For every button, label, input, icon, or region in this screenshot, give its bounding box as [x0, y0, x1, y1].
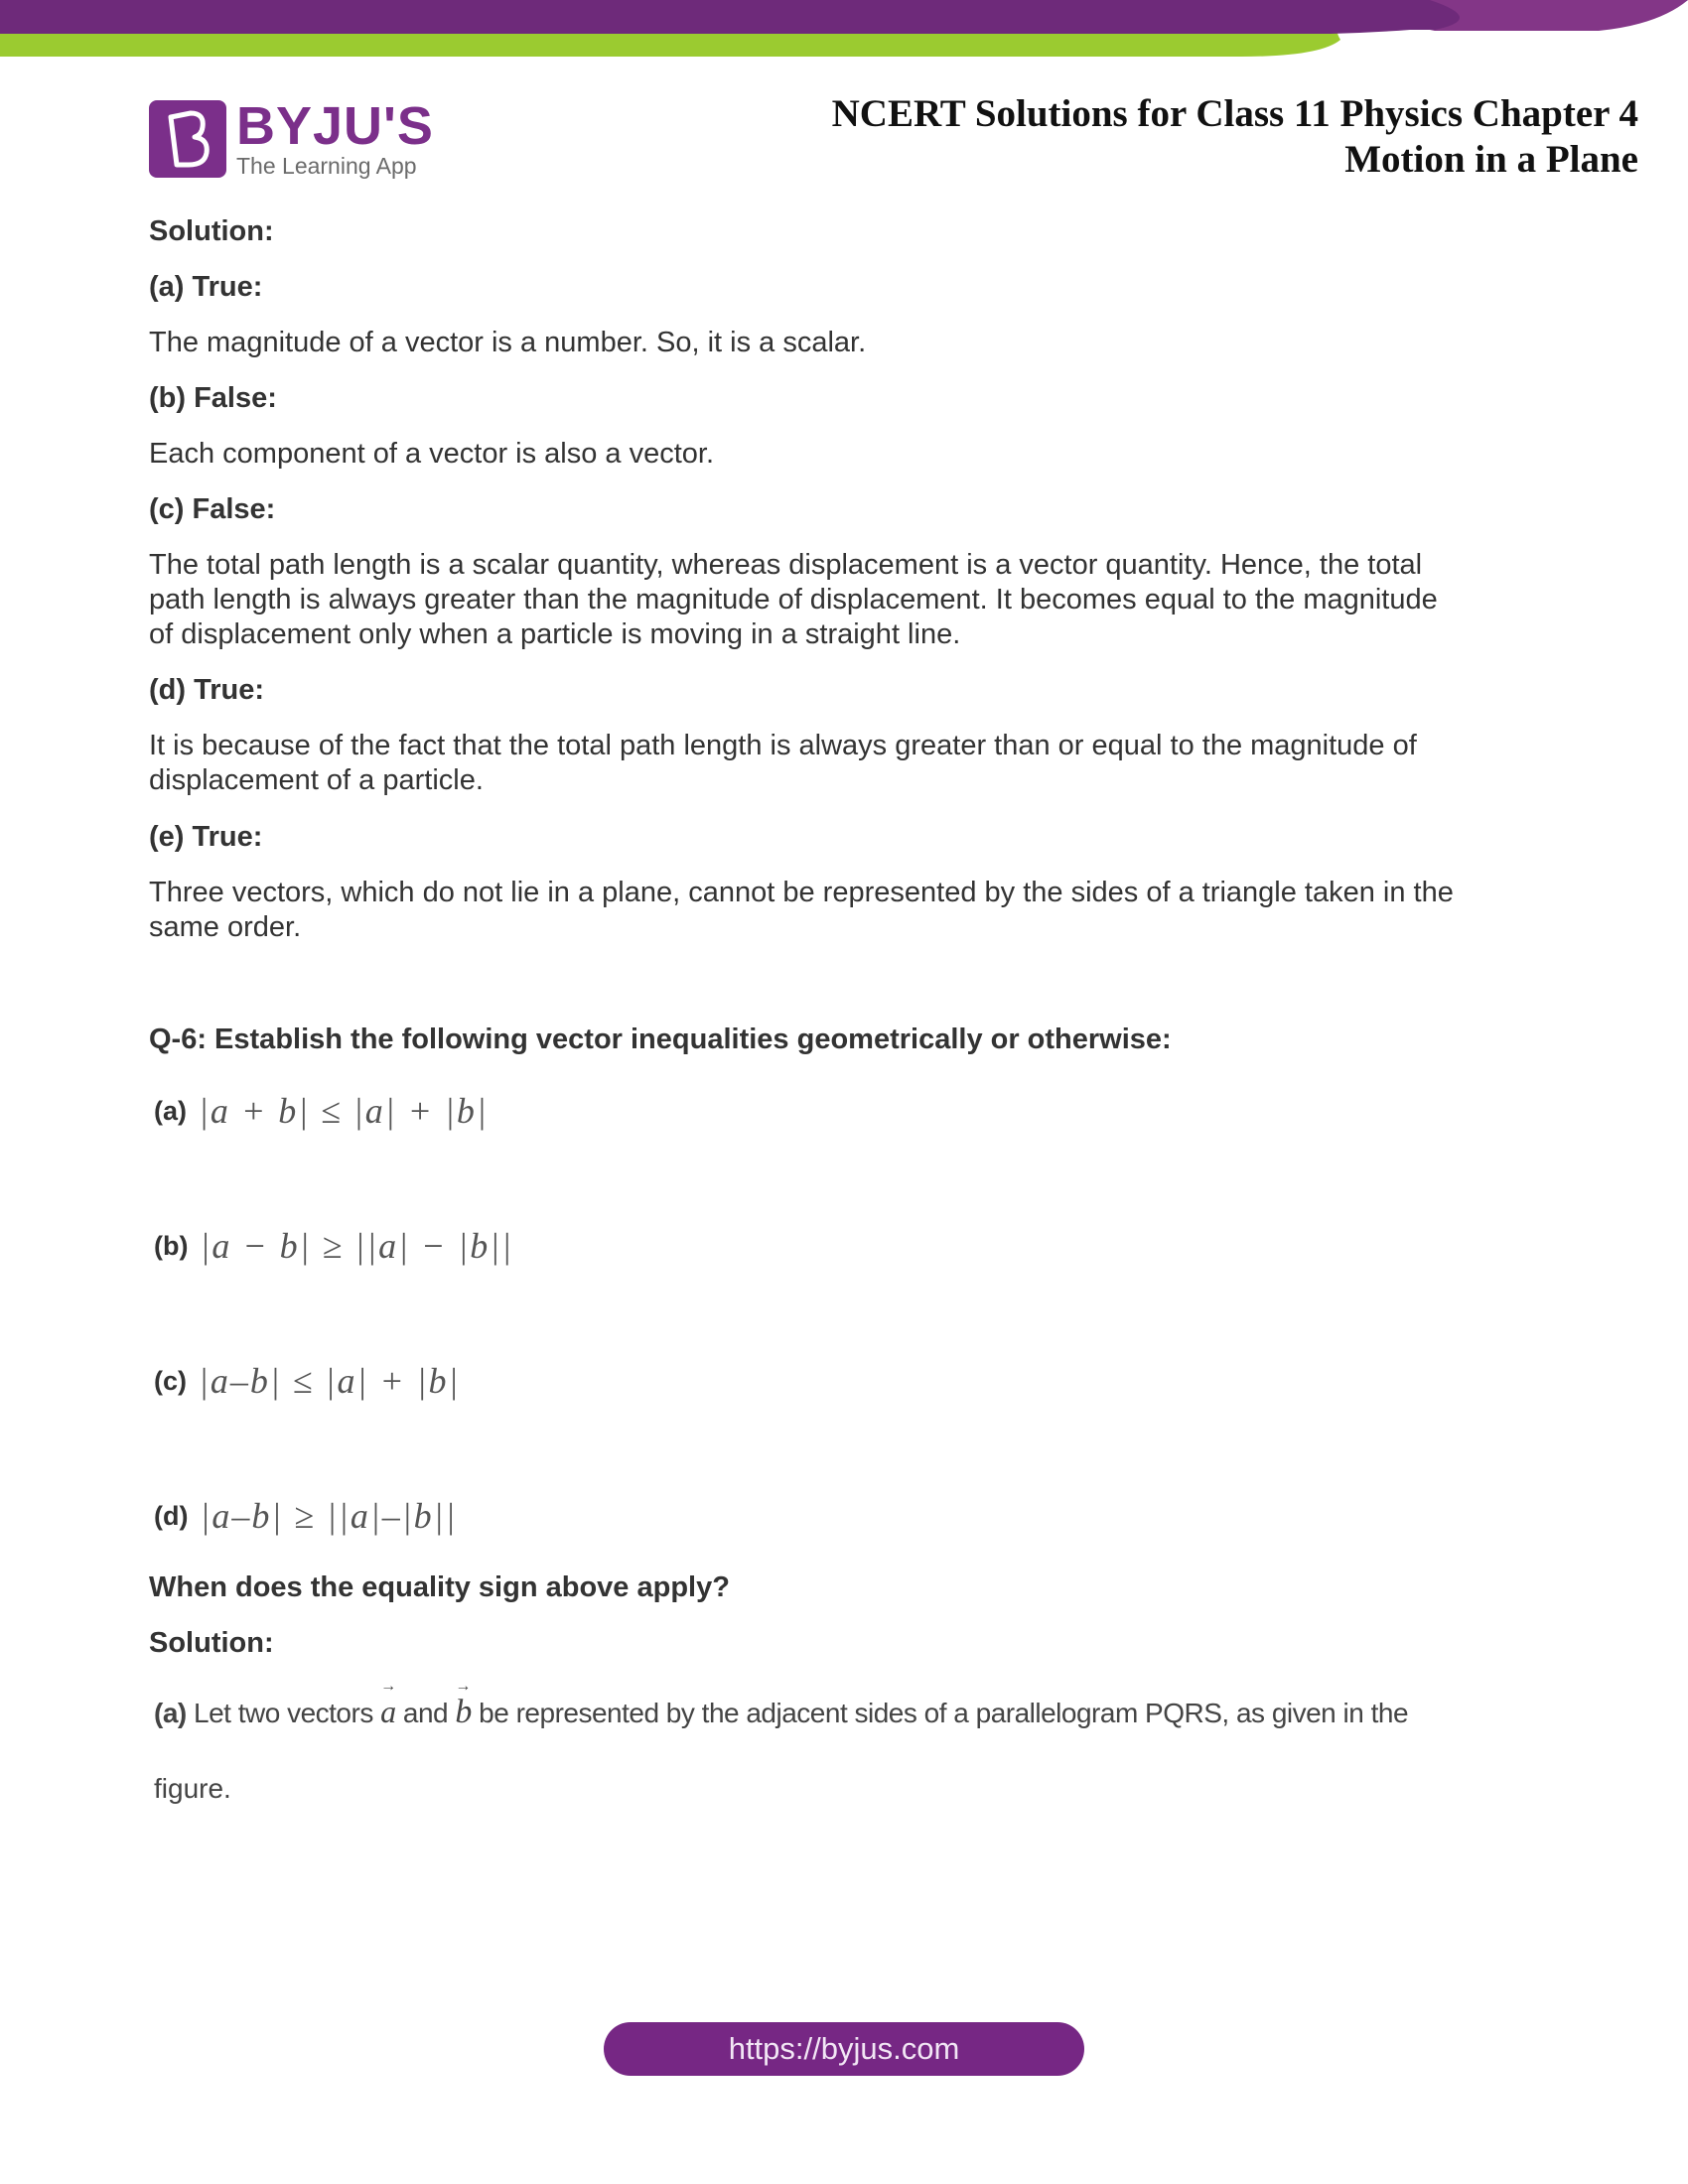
- vector-b-symbol: → b: [455, 1694, 472, 1731]
- equality-followup: When does the equality sign above apply?: [149, 1571, 730, 1603]
- inequality-b: [154, 1225, 513, 1267]
- part-c-line-1: The total path length is a scalar quantity, whereas displacement is a vector quantity. Hence, the total: [149, 549, 1423, 581]
- brand-tagline: The Learning App: [236, 153, 417, 179]
- part-e-label: (e) True:: [149, 821, 263, 853]
- q6-solution-a-line-2: figure.: [154, 1773, 231, 1804]
- q6-solution-a-label: (a): [154, 1698, 187, 1728]
- part-e-line-2: same order.: [149, 911, 302, 943]
- part-e-line-1: Three vectors, which do not lie in a plane, cannot be represented by the sides of a triangle taken in the: [149, 877, 1454, 908]
- part-c-line-3: of displacement only when a particle is moving in a straight line.: [149, 618, 961, 650]
- part-b-label: (b) False:: [149, 382, 277, 414]
- part-a-text: The magnitude of a vector is a number. So, it is a scalar.: [149, 327, 867, 358]
- title-line-2: Motion in a Plane: [1344, 138, 1638, 181]
- q6-solution-a-mid: and: [402, 1698, 449, 1728]
- byjus-b-logo-icon: [149, 100, 226, 178]
- part-e-text: [149, 876, 1454, 945]
- inequality-b-expr: |a − b| ≥ ||a| − |b||: [200, 1226, 513, 1266]
- part-a-label: (a) True:: [149, 271, 263, 303]
- inequality-c: [154, 1360, 460, 1402]
- purple-band-accent: [1430, 0, 1688, 31]
- inequality-c-label: (c): [154, 1365, 187, 1396]
- part-c-label: (c) False:: [149, 493, 276, 525]
- inequality-a: [154, 1090, 489, 1132]
- part-d-text: [149, 729, 1417, 798]
- inequality-b-label: (b): [154, 1230, 189, 1261]
- inequality-a-expr: |a + b| ≤ |a| + |b|: [199, 1091, 489, 1131]
- q6-solution-a-line-1: [154, 1694, 1408, 1731]
- inequality-d: [154, 1495, 457, 1537]
- q6-solution-a-pre: Let two vectors: [194, 1698, 373, 1728]
- part-c-line-2: path length is always greater than the magnitude of displacement. It becomes equal to the magnitude: [149, 584, 1438, 615]
- solution-heading: Solution:: [149, 215, 274, 247]
- q6-solution-heading: Solution:: [149, 1627, 274, 1659]
- part-d-label: (d) True:: [149, 674, 264, 706]
- footer-url-link[interactable]: https://byjus.com: [604, 2022, 1084, 2076]
- document-title: [832, 91, 1638, 183]
- inequality-a-label: (a): [154, 1095, 187, 1126]
- part-d-line-2: displacement of a particle.: [149, 764, 484, 796]
- byjus-logo[interactable]: [149, 97, 434, 181]
- question-6: Q-6: Establish the following vector inequalities geometrically or otherwise:: [149, 1024, 1172, 1055]
- vector-a-symbol: → a: [380, 1694, 396, 1730]
- header-banner: [0, 0, 1688, 60]
- title-line-1: NCERT Solutions for Class 11 Physics Chapter 4: [831, 92, 1638, 135]
- inequality-c-expr: |a–b| ≤ |a| + |b|: [199, 1361, 461, 1401]
- q6-solution-a-post: be represented by the adjacent sides of a parallelogram PQRS, as given in the: [479, 1698, 1409, 1728]
- inequality-d-expr: |a–b| ≥ ||a|–|b||: [200, 1496, 458, 1536]
- part-d-line-1: It is because of the fact that the total path length is always greater than or equal to the magnitude of: [149, 730, 1417, 761]
- brand-name: BYJU'S: [236, 96, 434, 156]
- part-b-text: Each component of a vector is also a vector.: [149, 438, 715, 470]
- inequality-d-label: (d): [154, 1500, 189, 1531]
- part-c-text: [149, 548, 1438, 652]
- purple-band: [0, 0, 1688, 34]
